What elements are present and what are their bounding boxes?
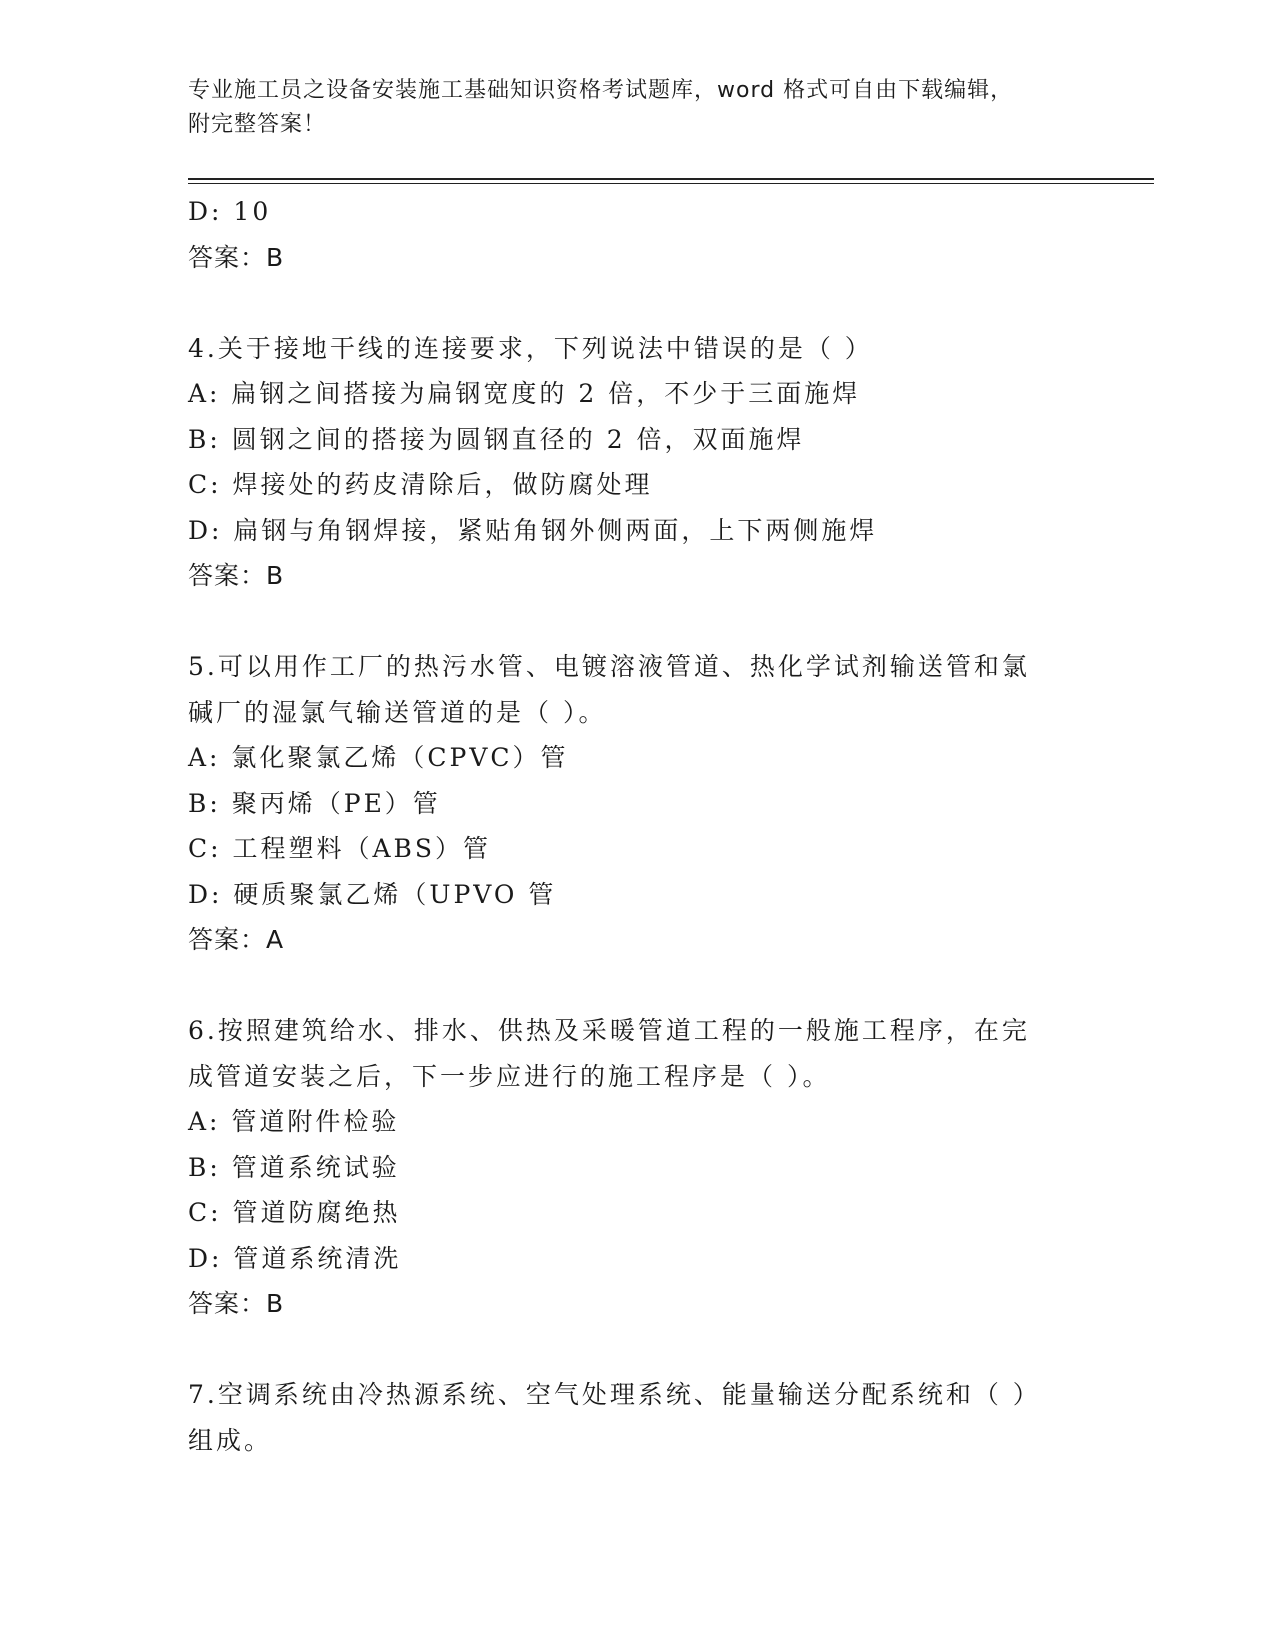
spacer — [188, 1327, 1068, 1373]
option-d: D: 硬质聚氯乙烯（UPVO 管 — [188, 879, 557, 909]
option-d: D: 管道系统清洗 — [188, 1243, 402, 1273]
spacer — [188, 599, 1068, 645]
option-c: C: 焊接处的药皮清除后，做防腐处理 — [188, 470, 653, 499]
question-4 — [188, 326, 1068, 599]
question-stem-line-2: 碱厂的湿氯气输送管道的是（ ）。 — [188, 697, 607, 727]
question-stem: 4.关于接地干线的连接要求，下列说法中错误的是（ ） — [188, 333, 873, 363]
answer: 答案：A — [188, 925, 285, 954]
option-c: C: 管道防腐绝热 — [188, 1198, 401, 1227]
question-stem-line-1: 7.空调系统由冷热源系统、空气处理系统、能量输送分配系统和（ ） — [188, 1380, 1041, 1409]
option-a: A: 氯化聚氯乙烯（CPVC）管 — [188, 743, 569, 772]
option-a: A: 扁钢之间搭接为扁钢宽度的 2 倍，不少于三面施焊 — [188, 379, 861, 408]
question-stem-line-2: 组成。 — [188, 1425, 273, 1455]
option-b: B: 聚丙烯（PE）管 — [188, 788, 441, 818]
option-d: D: 扁钢与角钢焊接，紧贴角钢外侧两面，上下两侧施焊 — [188, 515, 878, 545]
question-list — [188, 189, 1068, 1463]
question-stem-line-1: 5.可以用作工厂的热污水管、电镀溶液管道、热化学试剂输送管和氯 — [188, 652, 1030, 681]
question-6 — [188, 1008, 1068, 1327]
header-rule-thick — [188, 178, 1154, 180]
document-header — [188, 74, 1068, 142]
header-rule-thin — [188, 183, 1154, 184]
question-prev — [188, 189, 1068, 280]
question-5 — [188, 644, 1068, 963]
spacer — [188, 963, 1068, 1009]
header-line-2: 附完整答案！ — [188, 112, 327, 137]
question-7 — [188, 1372, 1068, 1463]
header-line-1: 专业施工员之设备安装施工基础知识资格考试题库，word 格式可自由下载编辑， — [188, 78, 1014, 103]
question-stem-line-1: 6.按照建筑给水、排水、供热及采暖管道工程的一般施工程序，在完 — [188, 1016, 1030, 1045]
answer: 答案：B — [188, 1289, 285, 1318]
option-b: B: 管道系统试验 — [188, 1152, 400, 1182]
answer: 答案：B — [188, 561, 285, 590]
option-a: A: 管道附件检验 — [188, 1107, 400, 1136]
option-c: C: 工程塑料（ABS）管 — [188, 834, 492, 863]
question-stem-line-2: 成管道安装之后，下一步应进行的施工程序是（ ）。 — [188, 1061, 831, 1091]
spacer — [188, 280, 1068, 326]
answer: 答案：B — [188, 242, 285, 272]
option-d: D: 10 — [188, 197, 272, 226]
option-b: B: 圆钢之间的搭接为圆钢直径的 2 倍，双面施焊 — [188, 424, 805, 454]
